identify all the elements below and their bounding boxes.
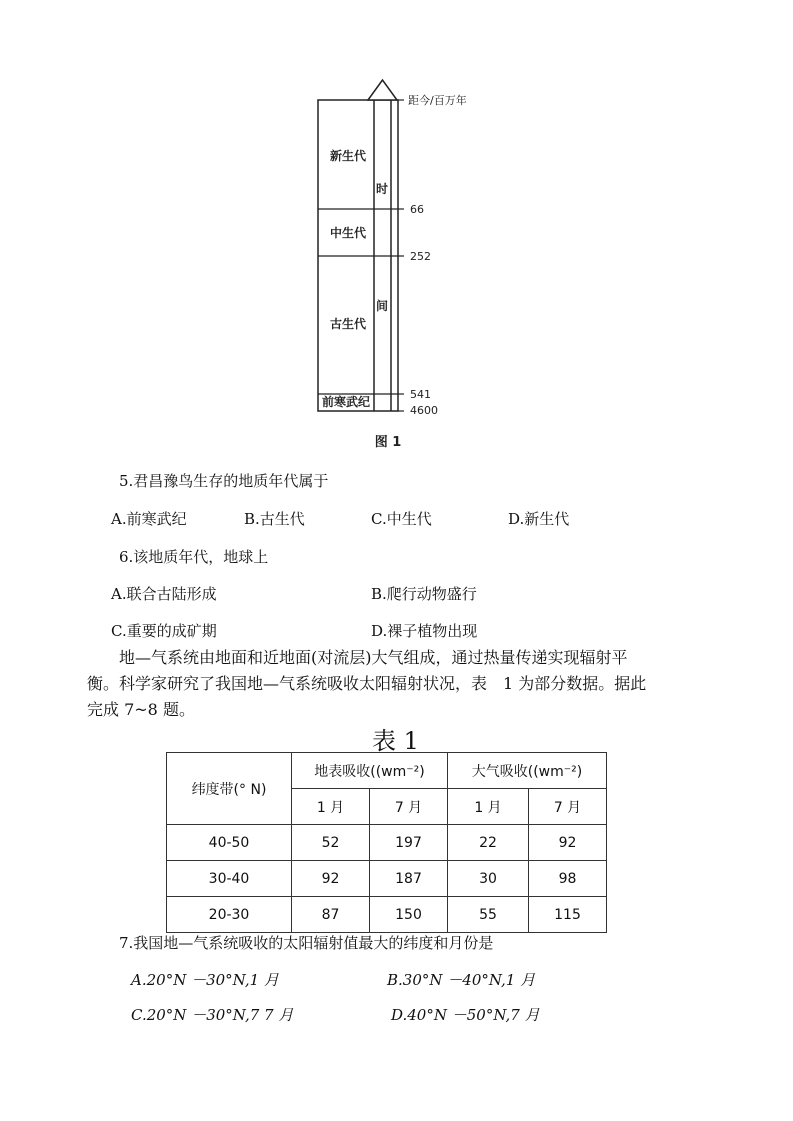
question-5-stem: 5.君昌豫鸟生存的地质年代属于: [119, 472, 329, 490]
value-cell: 52: [292, 825, 370, 861]
table-row: [167, 897, 607, 933]
table-row: [167, 861, 607, 897]
passage-line-3: 完成 7~8 题。: [87, 700, 195, 719]
header-month: 1 月: [448, 789, 529, 825]
tick-label-541: 541: [410, 388, 431, 401]
lat-band-cell: 20-30: [167, 897, 292, 933]
time-label-char-1: 时: [375, 182, 389, 196]
q6-option-b: B.爬行动物盛行: [371, 585, 477, 603]
figure-caption: 图 1: [374, 435, 402, 450]
q6-option-c: C.重要的成矿期: [111, 622, 217, 640]
tick-label-66: 66: [410, 203, 424, 216]
value-cell: 22: [448, 825, 529, 861]
question-6-stem: 6.该地质年代，地球上: [119, 548, 269, 566]
header-surface-absorption: 地表吸收((wm⁻²): [292, 753, 448, 789]
geologic-timescale-figure: [300, 70, 500, 460]
value-cell: 187: [370, 861, 448, 897]
value-cell: 55: [448, 897, 529, 933]
era-label-precambrian: 前寒武纪: [321, 395, 371, 409]
value-cell: 98: [529, 861, 607, 897]
era-label-mesozoic: 中生代: [329, 226, 367, 240]
header-month: 1 月: [292, 789, 370, 825]
lat-band-cell: 40-50: [167, 825, 292, 861]
radiation-table: [166, 752, 607, 933]
value-cell: 92: [292, 861, 370, 897]
header-month: 7 月: [529, 789, 607, 825]
header-month: 7 月: [370, 789, 448, 825]
question-7-stem: 7.我国地—气系统吸收的太阳辐射值最大的纬度和月份是: [119, 934, 494, 952]
value-cell: 115: [529, 897, 607, 933]
value-cell: 87: [292, 897, 370, 933]
q6-option-d: D.裸子植物出现: [371, 622, 478, 640]
q7-option-a: A.20°N －30°N,1 月: [131, 971, 279, 989]
table-title: 表 1: [372, 727, 419, 755]
era-label-paleozoic: 古生代: [329, 317, 367, 331]
value-cell: 92: [529, 825, 607, 861]
value-cell: 30: [448, 861, 529, 897]
value-cell: 197: [370, 825, 448, 861]
q5-option-b: B.古生代: [244, 510, 305, 528]
q5-option-c: C.中生代: [371, 510, 432, 528]
q7-option-c: C.20°N －30°N,7 7 月: [131, 1006, 294, 1024]
time-arrow-head-icon: [368, 80, 397, 100]
header-atmos-absorption: 大气吸收((wm⁻²): [448, 753, 607, 789]
value-cell: 150: [370, 897, 448, 933]
q7-option-d: D.40°N －50°N,7 月: [391, 1006, 540, 1024]
lat-band-cell: 30-40: [167, 861, 292, 897]
q5-option-a: A.前寒武纪: [111, 510, 187, 528]
q7-option-b: B.30°N －40°N,1 月: [387, 971, 536, 989]
q6-option-a: A.联合古陆形成: [111, 585, 217, 603]
q5-option-d: D.新生代: [508, 510, 570, 528]
axis-title: 距今/百万年: [408, 94, 467, 107]
header-latitude: 纬度带(° N): [167, 753, 292, 825]
tick-label-4600: 4600: [410, 404, 438, 417]
passage-line-1: 地—气系统由地面和近地面(对流层)大气组成，通过热量传递实现辐射平: [119, 648, 628, 667]
time-label-char-2: 间: [375, 299, 389, 313]
era-label-cenozoic: 新生代: [329, 149, 367, 163]
table-row: [167, 825, 607, 861]
tick-label-252: 252: [410, 250, 431, 263]
passage-line-2: 衡。科学家研究了我国地—气系统吸收太阳辐射状况，表 1 为部分数据。据此: [87, 674, 647, 693]
